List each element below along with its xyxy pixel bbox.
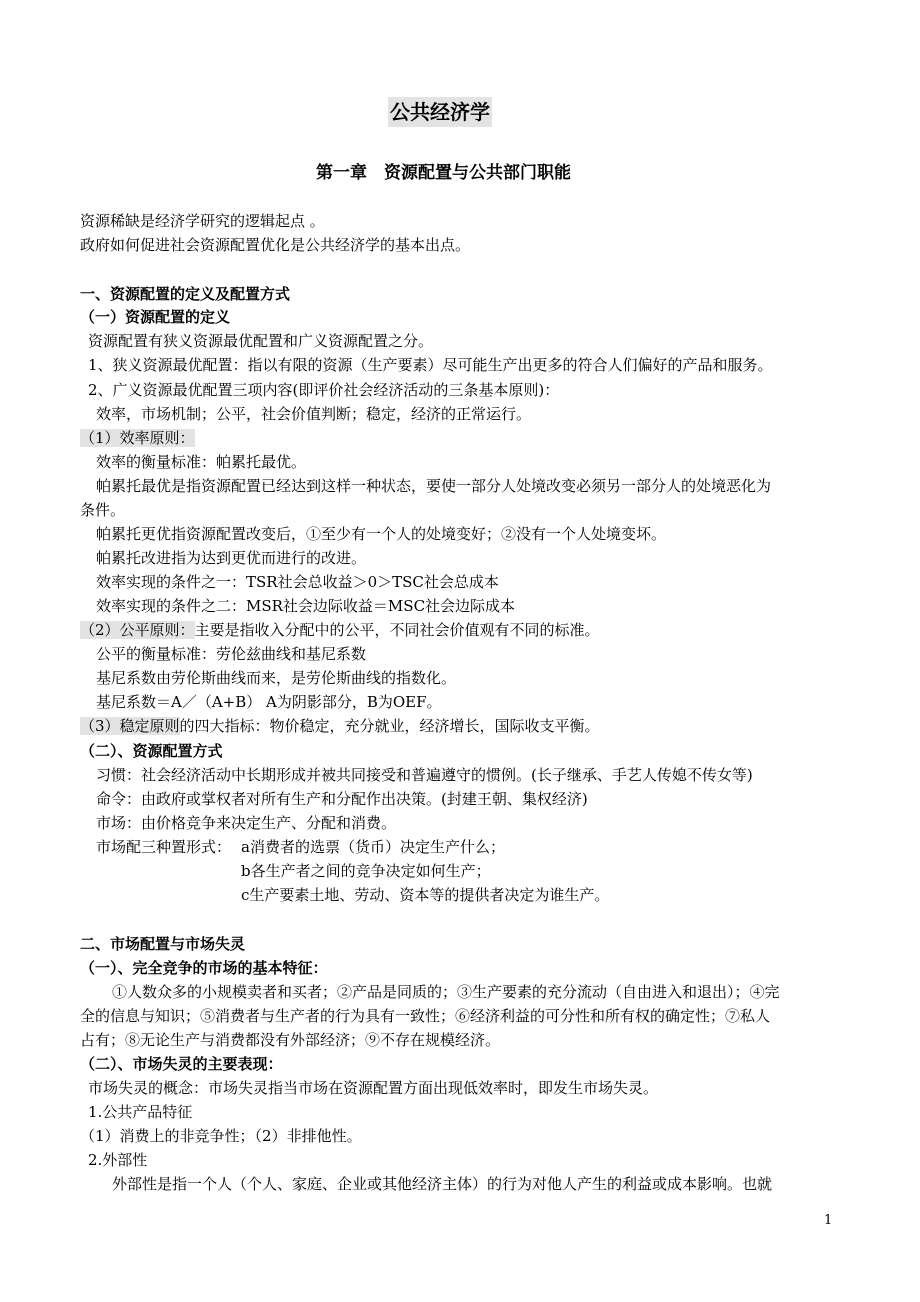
paragraph-line: 资源配置有狭义资源最优配置和广义资源配置之分。 — [88, 332, 434, 350]
paragraph-line: 1、狭义资源最优配置：指以有限的资源（生产要素）尽可能生产出更多的符合人们偏好的产品和服务。 — [88, 356, 773, 374]
subsection-heading: （二）、市场失灵的主要表现： — [80, 1055, 283, 1073]
paragraph-line: 帕累托更优指资源配置改变后，①至少有一个人的处境变好；②没有一个人处境变坏。 — [96, 525, 667, 543]
intro-line: 政府如何促进社会资源配置优化是公共经济学的基本出点。 — [80, 236, 471, 254]
paragraph-line: 全的信息与知识；⑤消费者与生产者的行为具有一致性；⑥经济利益的可分性和所有权的确定性；⑦私人 — [80, 1007, 771, 1025]
paragraph-line: 公平的衡量标准：劳伦兹曲线和基尼系数 — [96, 645, 367, 663]
paragraph-line: ①人数众多的小规模卖者和买者；②产品是同质的；③生产要素的充分流动（自由进入和退出）；④完 — [112, 983, 780, 1001]
paragraph-line: 习惯：社会经济活动中长期形成并被共同接受和普遍遵守的惯例。(长子继承、手艺人传媳不传女等) — [96, 766, 753, 784]
principle-label: （2）公平原则： — [80, 621, 195, 639]
section-heading: 一、资源配置的定义及配置方式 — [80, 285, 291, 303]
paragraph-line: 效率的衡量标准：帕累托最优。 — [96, 453, 307, 471]
principle-label: （3）稳定原则 — [80, 717, 180, 735]
paragraph-line: 命令：由政府或掌权者对所有生产和分配作出决策。(封建王朝、集权经济) — [96, 790, 588, 808]
paragraph-line: 条件。 — [80, 501, 126, 519]
market-form-item: b各生产者之间的竞争决定如何生产； — [241, 862, 491, 880]
market-form-item: c生产要素土地、劳动、资本等的提供者决定为谁生产。 — [241, 886, 610, 904]
subsection-heading: （一）资源配置的定义 — [80, 308, 231, 326]
paragraph-line: 效率，市场机制；公平，社会价值判断；稳定，经济的正常运行。 — [96, 405, 532, 423]
paragraph-line: 市场：由价格竞争来决定生产、分配和消费。 — [96, 814, 397, 832]
market-forms-label: 市场配三种置形式： — [96, 838, 232, 856]
paragraph-line: 效率实现的条件之一：TSR社会总收益＞0＞TSC社会总成本 — [96, 573, 499, 591]
chapter-heading: 第一章 资源配置与公共部门职能 — [316, 163, 571, 183]
subsection-heading: （一）、完全竞争的市场的基本特征： — [80, 959, 328, 977]
paragraph-line: 1.公共产品特征 — [88, 1103, 193, 1121]
subsection-heading: （二）、资源配置方式 — [80, 742, 223, 760]
paragraph-line: 市场失灵的概念：市场失灵指当市场在资源配置方面出现低效率时，即发生市场失灵。 — [88, 1079, 659, 1097]
market-form-item: a消费者的选票（货币）决定生产什么； — [241, 838, 505, 856]
page-number: 1 — [824, 1213, 833, 1228]
principle-label: （1）效率原则： — [80, 429, 195, 447]
intro-line: 资源稀缺是经济学研究的逻辑起点 。 — [80, 212, 325, 230]
paragraph-line: 基尼系数由劳伦斯曲线而来，是劳伦斯曲线的指数化。 — [96, 669, 457, 687]
paragraph-line: 效率实现的条件之二：MSR社会边际收益＝MSC社会边际成本 — [96, 597, 516, 615]
paragraph-line: （1）消费上的非竞争性；（2）非排他性。 — [80, 1127, 362, 1145]
paragraph-line: 帕累托最优是指资源配置已经达到这样一种状态，要使一部分人处境改变必须另一部分人的处境恶化为 — [96, 477, 772, 495]
paragraph-line: 帕累托改进指为达到更优而进行的改进。 — [96, 549, 367, 567]
principle-text: 主要是指收入分配中的公平，不同社会价值观有不同的标准。 — [194, 621, 600, 639]
document-title: 公共经济学 — [388, 97, 492, 127]
paragraph-line: 外部性是指一个人（个人、家庭、企业或其他经济主体）的行为对他人产生的利益或成本影响。也就 — [112, 1175, 773, 1193]
paragraph-line: 基尼系数＝A／（A+B） A为阴影部分，B为OEF。 — [96, 693, 442, 711]
paragraph-line: 2.外部性 — [88, 1151, 148, 1169]
paragraph-line: 2、广义资源最优配置三项内容(即评价社会经济活动的三条基本原则)： — [88, 381, 560, 399]
principle-text: 的四大指标：物价稳定，充分就业，经济增长，国际收支平衡。 — [179, 717, 600, 735]
section-heading: 二、市场配置与市场失灵 — [80, 935, 246, 953]
paragraph-line: 占有；⑧无论生产与消费都没有外部经济；⑨不存在规模经济。 — [80, 1031, 501, 1049]
